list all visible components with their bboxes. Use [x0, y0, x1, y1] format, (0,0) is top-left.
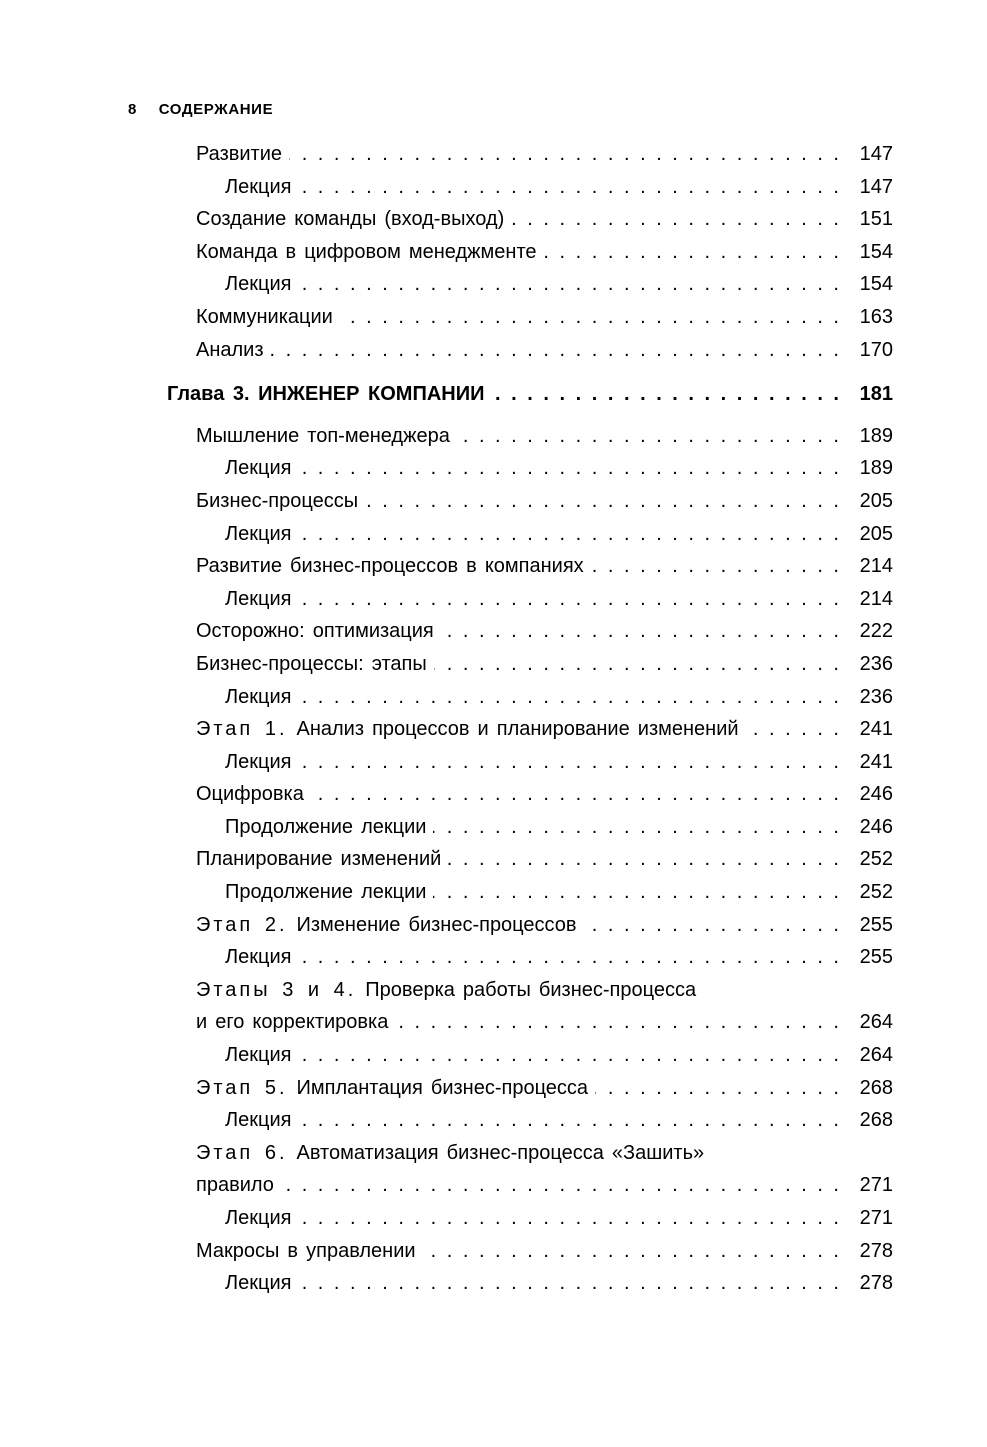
toc-page-number: 255 [859, 913, 893, 936]
toc-page-number: 189 [859, 457, 893, 480]
toc-list [0, 138, 987, 1300]
toc-page-number: 278 [859, 1272, 893, 1295]
toc-row [0, 909, 987, 942]
toc-entry-label: Лекция [225, 175, 292, 198]
toc-entry-label: Бизнес-процессы [196, 489, 359, 512]
dot-leader [595, 1072, 839, 1105]
toc-page-number: 147 [859, 143, 893, 165]
dot-leader [289, 138, 839, 171]
toc-row [0, 843, 987, 876]
toc-entry-label: Имплантация бизнес-процесса [296, 1076, 589, 1099]
toc-page-number: 205 [859, 522, 893, 545]
toc-page-number: 246 [859, 783, 893, 806]
toc-page-number: 170 [859, 338, 893, 361]
toc-page-number: 163 [859, 305, 893, 328]
toc-page-number: 278 [859, 1239, 893, 1262]
toc-row [0, 378, 987, 411]
toc-entry-label: Планирование изменений [196, 848, 442, 871]
toc-entry-label: Анализ процессов и планирование изменений [296, 718, 739, 741]
dot-leader [298, 518, 839, 551]
dot-leader [271, 334, 839, 367]
toc-row [0, 171, 987, 204]
toc-entry-label: Лекция [225, 273, 292, 296]
dot-leader [433, 876, 839, 909]
toc-row [0, 648, 987, 681]
toc-page-number: 271 [859, 1174, 893, 1197]
toc-row [0, 746, 987, 779]
toc-row [0, 681, 987, 714]
toc-entry-prefix: Этапы 3 и 4. [196, 978, 357, 1001]
toc-entry-prefix: Этап 1. [196, 718, 288, 741]
toc-page-number: 264 [859, 1044, 893, 1067]
toc-row [0, 1202, 987, 1235]
toc-entry-label: Лекция [225, 685, 292, 708]
toc-entry-label: Оцифровка [196, 783, 304, 806]
toc-page-number: 154 [859, 273, 893, 296]
toc-page-number: 189 [859, 424, 893, 447]
toc-entry-label: Бизнес-процессы: этапы [196, 652, 427, 675]
toc-entry-prefix: Этап 2. [196, 913, 288, 936]
running-header [128, 102, 273, 117]
dot-leader [298, 171, 839, 204]
toc-row [0, 876, 987, 909]
toc-entry-label: Автоматизация бизнес-процесса «Зашить» [296, 1141, 705, 1164]
toc-entry-label: и его корректировка [196, 1011, 389, 1034]
dot-leader [298, 746, 839, 779]
toc-entry-label: Создание команды (вход-выход) [196, 208, 505, 231]
toc-entry-label: Анализ [196, 338, 264, 361]
toc-row [0, 583, 987, 616]
dot-leader [433, 811, 839, 844]
dot-leader [298, 268, 839, 301]
toc-entry-label: Команда в цифровом менеджменте [196, 240, 537, 263]
toc-entry-label: Проверка работы бизнес-процесса [365, 978, 697, 1001]
toc-row [0, 974, 987, 1007]
toc-page-number: 255 [859, 946, 893, 969]
toc-row [0, 1235, 987, 1268]
toc-page-number: 268 [859, 1076, 893, 1099]
toc-row [0, 1072, 987, 1105]
running-title: СОДЕРЖАНИЕ [158, 101, 274, 118]
toc-page-number: 236 [859, 685, 893, 708]
toc-page-number: 181 [859, 383, 893, 406]
dot-leader [584, 909, 839, 942]
dot-leader [491, 378, 839, 411]
toc-entry-label: Лекция [225, 457, 292, 480]
folio-page-number: 8 [128, 101, 137, 118]
dot-leader [441, 615, 839, 648]
toc-entry-label: Лекция [225, 1044, 292, 1067]
dot-leader [298, 1202, 839, 1235]
toc-page-number: 154 [859, 240, 893, 263]
toc-page-number: 214 [859, 587, 893, 610]
toc-row [0, 452, 987, 485]
toc-entry-label: Развитие бизнес-процессов в компаниях [196, 555, 584, 578]
toc-page-number: 205 [859, 489, 893, 512]
dot-leader [298, 681, 839, 714]
toc-row [0, 1006, 987, 1039]
dot-leader [544, 236, 839, 269]
toc-row [0, 138, 987, 171]
toc-entry-label: Мышление топ-менеджера [196, 424, 450, 447]
toc-entry-label: Лекция [225, 522, 292, 545]
toc-entry-label: Продолжение лекции [225, 815, 427, 838]
toc-row [0, 778, 987, 811]
toc-row [0, 550, 987, 583]
dot-leader [340, 301, 839, 334]
toc-page-number: 271 [859, 1207, 893, 1229]
toc-page-number: 214 [859, 555, 893, 578]
toc-entry-label: правило [196, 1174, 274, 1197]
toc-page-number: 246 [859, 815, 893, 838]
toc-row [0, 485, 987, 518]
toc-entry-label: Коммуникации [196, 305, 333, 328]
dot-leader [365, 485, 839, 518]
toc-row [0, 941, 987, 974]
toc-page-number: 241 [859, 718, 893, 741]
toc-entry-label: Глава 3. ИНЖЕНЕР КОМПАНИИ [167, 383, 485, 406]
toc-row [0, 334, 987, 367]
toc-page-number: 222 [859, 620, 893, 643]
dot-leader [298, 1104, 839, 1137]
dot-leader [298, 941, 839, 974]
toc-entry-label: Лекция [225, 1207, 292, 1229]
toc-row [0, 268, 987, 301]
toc-row [0, 236, 987, 269]
dot-leader [298, 452, 839, 485]
toc-row [0, 420, 987, 453]
toc-row [0, 713, 987, 746]
toc-entry-label: Макросы в управлении [196, 1239, 416, 1262]
dot-leader [298, 1267, 839, 1300]
toc-row [0, 518, 987, 551]
dot-leader [746, 713, 839, 746]
dot-leader [395, 1006, 839, 1039]
dot-leader [423, 1235, 839, 1268]
toc-entry-label: Лекция [225, 587, 292, 610]
toc-entry-label: Лекция [225, 1272, 292, 1295]
dot-leader [434, 648, 839, 681]
toc-entry-prefix: Этап 5. [196, 1076, 288, 1099]
dot-leader [448, 843, 839, 876]
toc-page-number: 252 [859, 881, 893, 904]
toc-entry-label: Лекция [225, 750, 292, 773]
toc-row [0, 811, 987, 844]
toc-page-number: 241 [859, 750, 893, 773]
dot-leader [281, 1169, 839, 1202]
toc-entry-label: Продолжение лекции [225, 881, 427, 904]
toc-row [0, 615, 987, 648]
toc-row [0, 1137, 987, 1170]
toc-row [0, 1039, 987, 1072]
toc-page-number: 236 [859, 652, 893, 675]
toc-page-number: 252 [859, 848, 893, 871]
toc-page-number: 147 [859, 175, 893, 198]
dot-leader [298, 583, 839, 616]
toc-page-number: 268 [859, 1109, 893, 1132]
dot-leader [311, 778, 839, 811]
toc-entry-label: Лекция [225, 1109, 292, 1132]
toc-entry-label: Изменение бизнес-процессов [296, 913, 577, 936]
toc-page-number: 264 [859, 1011, 893, 1034]
toc-row [0, 203, 987, 236]
toc-entry-prefix: Этап 6. [196, 1141, 288, 1164]
toc-row [0, 1104, 987, 1137]
toc-row [0, 301, 987, 334]
toc-row [0, 1267, 987, 1300]
dot-leader [511, 203, 839, 236]
toc-page-number: 151 [859, 208, 893, 231]
dot-leader [457, 420, 839, 453]
toc-entry-label: Лекция [225, 946, 292, 969]
toc-row [0, 1169, 987, 1202]
dot-leader [298, 1039, 839, 1072]
toc-entry-label: Развитие [196, 143, 282, 165]
toc-entry-label: Осторожно: оптимизация [196, 620, 434, 643]
dot-leader [591, 550, 839, 583]
